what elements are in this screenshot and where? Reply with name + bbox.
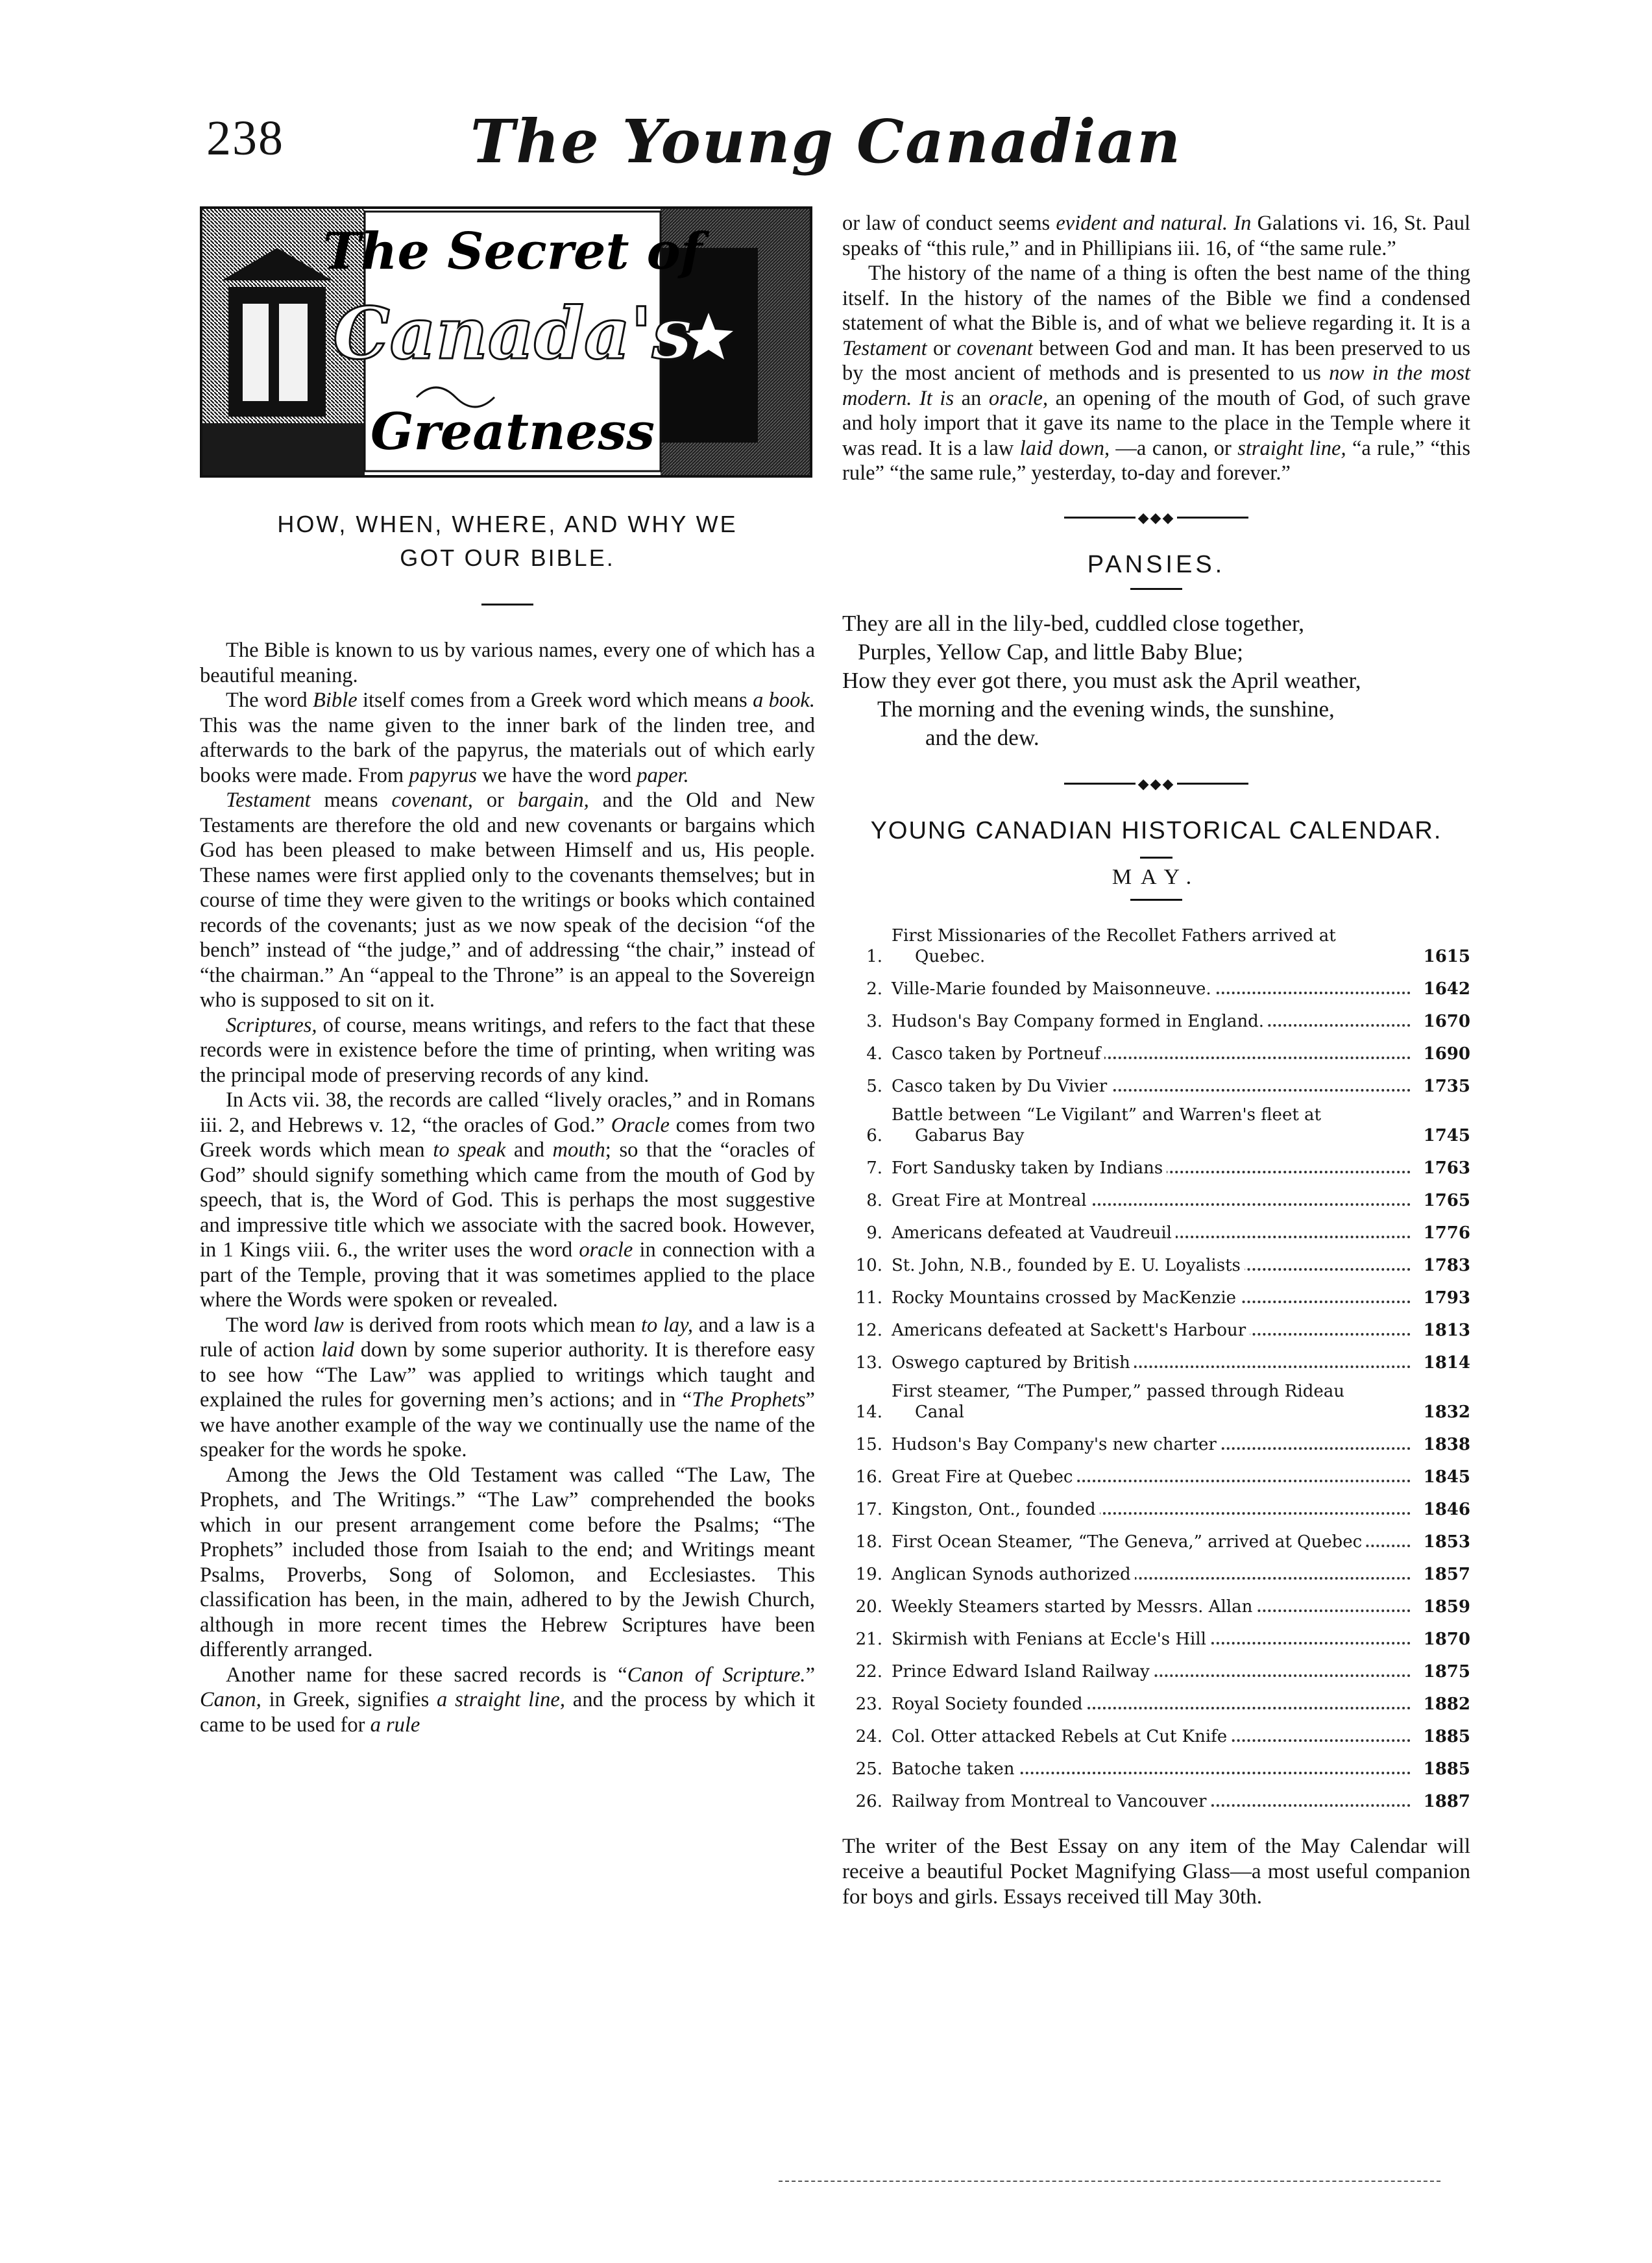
calendar-item-number: 8. bbox=[866, 1190, 882, 1210]
calendar-item-year: 1813 bbox=[1411, 1320, 1470, 1341]
calendar-list bbox=[842, 918, 1470, 1812]
calendar-item-year: 1870 bbox=[1411, 1629, 1470, 1650]
calendar-item bbox=[849, 1747, 1470, 1780]
calendar-item-event-cont: Canal bbox=[915, 1402, 964, 1422]
calendar-item-event: Prince Edward Island Railway bbox=[892, 1662, 1154, 1682]
calendar-item-year: 1776 bbox=[1411, 1223, 1470, 1243]
calendar-item-number: 15. bbox=[855, 1434, 882, 1454]
calendar-item-text bbox=[892, 1011, 1411, 1032]
calendar-month: MAY. bbox=[1111, 864, 1201, 889]
calendar-item-number: 11. bbox=[855, 1288, 882, 1308]
poem-rule bbox=[1130, 588, 1182, 590]
calendar-item-number: 2. bbox=[866, 979, 882, 999]
calendar-item-event: Weekly Steamers started by Messrs. Allan bbox=[892, 1597, 1256, 1617]
poem-title: PANSIES. bbox=[1087, 550, 1226, 578]
calendar-item-event: First steamer, “The Pumper,” passed through Rideau bbox=[892, 1382, 1348, 1401]
calendar-item-text bbox=[892, 1726, 1411, 1747]
calendar-item bbox=[849, 1373, 1470, 1423]
calendar-item-number: 7. bbox=[866, 1158, 882, 1178]
article-paragraph: In Acts vii. 38, the records are called “lively oracles,” and in Romans iii. 2, and Hebrews v. 12, “the oracles of God.” Oracle comes from two Greek words which mean to speak and mouth; so that the “oracles of God” should signify something which came from the mouth of God by speech, that is, the Word of God. This is perhaps the most suggestive and impressive title which we associate with the sacred book. However, in 1 Kings viii. 6., the writer uses the word oracle in connection with a part of the Temple, proving that it was sometimes applied to the place where the Words were spoken or revealed. bbox=[200, 1088, 816, 1312]
calendar-item-event: Skirmish with Fenians at Eccle's Hill bbox=[892, 1630, 1210, 1649]
calendar-item-year: 1615 bbox=[1411, 946, 1470, 967]
calendar-item-event: Col. Otter attacked Rebels at Cut Knife bbox=[892, 1727, 1231, 1746]
section-ornament: ◆◆◆ bbox=[842, 776, 1470, 792]
calendar-item-year: 1832 bbox=[1411, 1402, 1470, 1423]
calendar-item-text bbox=[892, 1381, 1411, 1423]
calendar-item bbox=[849, 1585, 1470, 1617]
calendar-item bbox=[849, 1423, 1470, 1455]
calendar-item-year: 1745 bbox=[1411, 1125, 1470, 1146]
article-paragraph: The Bible is known to us by various names, every one of which has a beautiful meaning. bbox=[200, 639, 815, 687]
calendar-item bbox=[849, 918, 1470, 967]
masthead-artwork bbox=[202, 209, 810, 475]
calendar-item bbox=[849, 1308, 1470, 1341]
calendar-item-text bbox=[892, 1223, 1411, 1243]
calendar-item-number: 19. bbox=[855, 1564, 882, 1584]
calendar-item-event: Ville-Marie founded by Maisonneuve. bbox=[892, 979, 1215, 999]
calendar-item-year: 1783 bbox=[1411, 1255, 1470, 1276]
calendar-item-text bbox=[892, 1288, 1411, 1308]
calendar-title: YOUNG CANADIAN HISTORICAL CALENDAR. bbox=[870, 816, 1442, 844]
calendar-item-text bbox=[892, 1320, 1411, 1341]
calendar-item-year: 1642 bbox=[1411, 979, 1470, 999]
calendar-item-event: First Missionaries of the Recollet Fathers arrived at bbox=[892, 926, 1340, 946]
calendar-item-year: 1690 bbox=[1411, 1044, 1470, 1064]
poem-line: Purples, Yellow Cap, and little Baby Blue; bbox=[858, 639, 1244, 665]
poem-line: The morning and the evening winds, the sunshine, bbox=[877, 696, 1335, 722]
calendar-item-number: 17. bbox=[855, 1499, 882, 1519]
calendar-item-event: Battle between “Le Vigilant” and Warren's fleet at bbox=[892, 1105, 1325, 1125]
masthead-line-2: Canada's bbox=[333, 291, 692, 375]
calendar-item bbox=[849, 1146, 1470, 1179]
calendar-item-event: Hudson's Bay Company formed in England. bbox=[892, 1012, 1268, 1031]
page-header bbox=[0, 97, 1652, 188]
calendar-item-year: 1793 bbox=[1411, 1288, 1470, 1308]
calendar-item-event: Casco taken by Portneuf bbox=[892, 1044, 1104, 1064]
calendar-item-text bbox=[892, 1190, 1411, 1211]
calendar-item-text bbox=[892, 1694, 1411, 1715]
poem-line: and the dew. bbox=[925, 724, 1039, 750]
article-title: HOW, WHEN, WHERE, AND WHY WE GOT OUR BIBLE. bbox=[277, 511, 738, 571]
calendar-item-year: 1875 bbox=[1411, 1661, 1470, 1682]
calendar-item-number: 26. bbox=[855, 1791, 882, 1811]
calendar-item-text bbox=[892, 1044, 1411, 1064]
calendar-item-number: 13. bbox=[855, 1352, 882, 1373]
calendar-item-text bbox=[892, 1499, 1411, 1520]
calendar-item bbox=[849, 967, 1470, 999]
calendar-item-text bbox=[892, 1759, 1411, 1780]
calendar-item-year: 1670 bbox=[1411, 1011, 1470, 1032]
calendar-item-event: Royal Society founded bbox=[892, 1694, 1087, 1714]
article-paragraph: Testament means covenant, or bargain, and the Old and New Testaments are therefore the old and new covenants or bargains which God has been pleased to make between Himself and us, His people. These names were first applied only to the covenants themselves; but in course of time they were given to the writings or books which contained records of the covenants; just as we now speak of the decision “of the bench” instead of “the judge,” and of addressing “the chair,” instead of “the chairman.” An “appeal to the Throne” is an appeal to the Sovereign who is supposed to sit on it. bbox=[200, 789, 815, 1012]
masthead-line-1: The Secret of bbox=[322, 222, 703, 281]
calendar-item bbox=[849, 1276, 1470, 1308]
calendar-item-text bbox=[892, 1629, 1411, 1650]
calendar-item-number: 1. bbox=[866, 946, 882, 966]
calendar-item-year: 1859 bbox=[1411, 1596, 1470, 1617]
calendar-item bbox=[849, 1520, 1470, 1552]
calendar-item bbox=[849, 1097, 1470, 1146]
calendar-item bbox=[849, 1179, 1470, 1211]
title-rule bbox=[481, 604, 533, 606]
calendar-item-text bbox=[892, 1352, 1411, 1373]
calendar-rule bbox=[1140, 857, 1172, 859]
calendar-item-text bbox=[892, 1532, 1411, 1552]
calendar-item-event: Americans defeated at Vaudreuil bbox=[892, 1223, 1176, 1243]
calendar-item-text bbox=[892, 1255, 1411, 1276]
calendar-item-number: 20. bbox=[855, 1596, 882, 1617]
article-continuation: The history of the name of a thing is often the best name of the thing itself. In the history of the names of the Bible we find a condensed statement of what the Bible is, and of what we believe regarding it. It is a Testament or covenant between God and man. It has been preserved to us by the most ancient of methods and is presented to us now in the most modern. It is an oracle, an opening of the mouth of God, of such grave and holy import that it gave its name to the place in the Temple where it was read. It is a law laid down, —a canon, or straight line, “a rule,” “this rule” “the same rule,” yesterday, to-day and forever.” bbox=[842, 262, 1470, 485]
calendar-item-number: 5. bbox=[866, 1076, 882, 1096]
calendar-item bbox=[849, 1455, 1470, 1487]
calendar-item-number: 18. bbox=[855, 1532, 882, 1552]
calendar-item bbox=[849, 999, 1470, 1032]
calendar-item-year: 1838 bbox=[1411, 1434, 1470, 1455]
article-paragraph: Among the Jews the Old Testament was called “The Law, The Prophets, and The Writings.” “The Law” comprehended the books which in our present arrangement come before the Psalms; “The Prophets” included those from Isaiah to the end; and Writings meant Psalms, Proverbs, Song of Solomon, and Ecclesiastes. This classification has been, in the main, adhered to by the Jewish Church, although in more recent times the Hebrew Scriptures have been differently arranged. bbox=[200, 1463, 815, 1661]
calendar-item-event-cont: Quebec. bbox=[915, 946, 986, 966]
article-paragraph: Another name for these sacred records is “Canon of Scripture.” Canon, in Greek, signifies a straight line, and the process by which it came to be used for a rule bbox=[200, 1663, 815, 1737]
calendar-item-text bbox=[892, 925, 1411, 967]
calendar-item-event: Americans defeated at Sackett's Harbour bbox=[892, 1321, 1250, 1340]
page-number: 238 bbox=[206, 111, 284, 165]
calendar-item-text bbox=[892, 1434, 1411, 1455]
calendar-item-number: 4. bbox=[866, 1044, 882, 1064]
calendar-item bbox=[849, 1780, 1470, 1812]
essay-note: The writer of the Best Essay on any item of the May Calendar will receive a beautiful Pocket Magnifying Glass—a most useful companion for boys and girls. Essays received till May 30th. bbox=[842, 1834, 1470, 1909]
calendar-item-text bbox=[892, 1564, 1411, 1585]
calendar-item-year: 1735 bbox=[1411, 1076, 1470, 1097]
calendar-item-event: Anglican Synods authorized bbox=[892, 1565, 1135, 1584]
calendar-item-number: 12. bbox=[855, 1320, 882, 1340]
calendar-item-event: Rocky Mountains crossed by MacKenzie bbox=[892, 1288, 1240, 1308]
calendar-item bbox=[849, 1552, 1470, 1585]
calendar-item-event-cont: Gabarus Bay bbox=[915, 1125, 1025, 1145]
calendar-item-text bbox=[892, 1158, 1411, 1179]
calendar-item bbox=[849, 1341, 1470, 1373]
calendar-item-number: 6. bbox=[866, 1125, 882, 1145]
article-paragraph: Scriptures, of course, means writings, and refers to the fact that these records were in existence before the time of printing, when writing was the principal mode of preserving records of any kind. bbox=[200, 1013, 815, 1087]
calendar-item-event: Oswego captured by British bbox=[892, 1353, 1134, 1373]
calendar-item-event: Great Fire at Montreal bbox=[892, 1191, 1091, 1210]
calendar-item-text bbox=[892, 1076, 1411, 1097]
right-column bbox=[842, 211, 1470, 1910]
calendar-item-event: St. John, N.B., founded by E. U. Loyalists bbox=[892, 1256, 1245, 1275]
calendar-item-text bbox=[892, 1596, 1411, 1617]
calendar-item bbox=[849, 1617, 1470, 1650]
calendar-item-year: 1887 bbox=[1411, 1791, 1470, 1812]
masthead-illustration bbox=[200, 206, 812, 478]
calendar-item-number: 10. bbox=[855, 1255, 882, 1275]
left-column bbox=[200, 206, 815, 1737]
calendar-item-year: 1853 bbox=[1411, 1532, 1470, 1552]
calendar-item-number: 25. bbox=[855, 1759, 882, 1779]
calendar-item-number: 24. bbox=[855, 1726, 882, 1746]
calendar-item-year: 1765 bbox=[1411, 1190, 1470, 1211]
calendar-item-event: Hudson's Bay Company's new charter bbox=[892, 1435, 1221, 1454]
calendar-item-year: 1885 bbox=[1411, 1726, 1470, 1747]
poem-text bbox=[842, 609, 1470, 752]
calendar-item bbox=[849, 1243, 1470, 1276]
calendar-item-text bbox=[892, 979, 1411, 999]
calendar-item-event: Kingston, Ont., founded bbox=[892, 1500, 1100, 1519]
calendar-item bbox=[849, 1650, 1470, 1682]
calendar-item-number: 16. bbox=[855, 1467, 882, 1487]
section-ornament: ◆◆◆ bbox=[842, 509, 1470, 526]
calendar-item-number: 14. bbox=[855, 1402, 882, 1422]
calendar-item-event: Batoche taken bbox=[892, 1759, 1019, 1779]
article-paragraph: The word law is derived from roots which mean to lay, and a law is a rule of action laid down by some superior authority. It is therefore easy to see how “The Law” was applied to writings which taught and explained the rules for governing men’s actions; and in “The Prophets” we have another example of the way we continually use the name of the speaker for the words he spoke. bbox=[200, 1313, 815, 1462]
calendar-item-year: 1882 bbox=[1411, 1694, 1470, 1715]
calendar-item bbox=[849, 1715, 1470, 1747]
calendar-item-year: 1885 bbox=[1411, 1759, 1470, 1780]
calendar-item-year: 1845 bbox=[1411, 1467, 1470, 1487]
poem-line: How they ever got there, you must ask the April weather, bbox=[842, 667, 1361, 693]
article-paragraph: The word Bible itself comes from a Greek word which means a book. This was the name given to the inner bark of the linden tree, and afterwards to the bark of the papyrus, the materials out of which early books were made. From papyrus we have the word paper. bbox=[200, 689, 815, 787]
calendar-item-event: Great Fire at Quebec bbox=[892, 1467, 1077, 1487]
calendar-item-text bbox=[892, 1661, 1411, 1682]
calendar-item-text bbox=[892, 1105, 1411, 1146]
month-rule bbox=[1130, 899, 1182, 901]
calendar-item bbox=[849, 1211, 1470, 1243]
calendar-item-number: 22. bbox=[855, 1661, 882, 1682]
calendar-item-event: Casco taken by Du Vivier bbox=[892, 1077, 1111, 1096]
calendar-item-event: Fort Sandusky taken by Indians bbox=[892, 1158, 1167, 1178]
calendar-item bbox=[849, 1682, 1470, 1715]
calendar-item bbox=[849, 1487, 1470, 1520]
calendar-item-number: 3. bbox=[866, 1011, 882, 1031]
calendar-item-year: 1814 bbox=[1411, 1352, 1470, 1373]
calendar-item-year: 1857 bbox=[1411, 1564, 1470, 1585]
bottom-rule bbox=[779, 2181, 1440, 2182]
calendar-item-year: 1763 bbox=[1411, 1158, 1470, 1179]
calendar-item-number: 9. bbox=[866, 1223, 882, 1243]
poem-line: They are all in the lily-bed, cuddled close together, bbox=[842, 610, 1304, 636]
calendar-item-text bbox=[892, 1791, 1411, 1812]
article-continuation: or law of conduct seems evident and natural. In Galations vi. 16, St. Paul speaks of “this rule,” and in Phillipians iii. 16, of “the same rule.” bbox=[842, 212, 1470, 260]
calendar-item-number: 21. bbox=[855, 1629, 882, 1649]
calendar-item bbox=[849, 1032, 1470, 1064]
calendar-item-text bbox=[892, 1467, 1411, 1487]
calendar-item-number: 23. bbox=[855, 1694, 882, 1714]
masthead-line-3: Greatness bbox=[370, 402, 655, 461]
calendar-item-year: 1846 bbox=[1411, 1499, 1470, 1520]
calendar-item bbox=[849, 1064, 1470, 1097]
calendar-item-event: First Ocean Steamer, “The Geneva,” arrived at Quebec bbox=[892, 1532, 1366, 1552]
journal-title: The Young Canadian bbox=[470, 106, 1182, 177]
calendar-item-event: Railway from Montreal to Vancouver bbox=[892, 1792, 1210, 1811]
